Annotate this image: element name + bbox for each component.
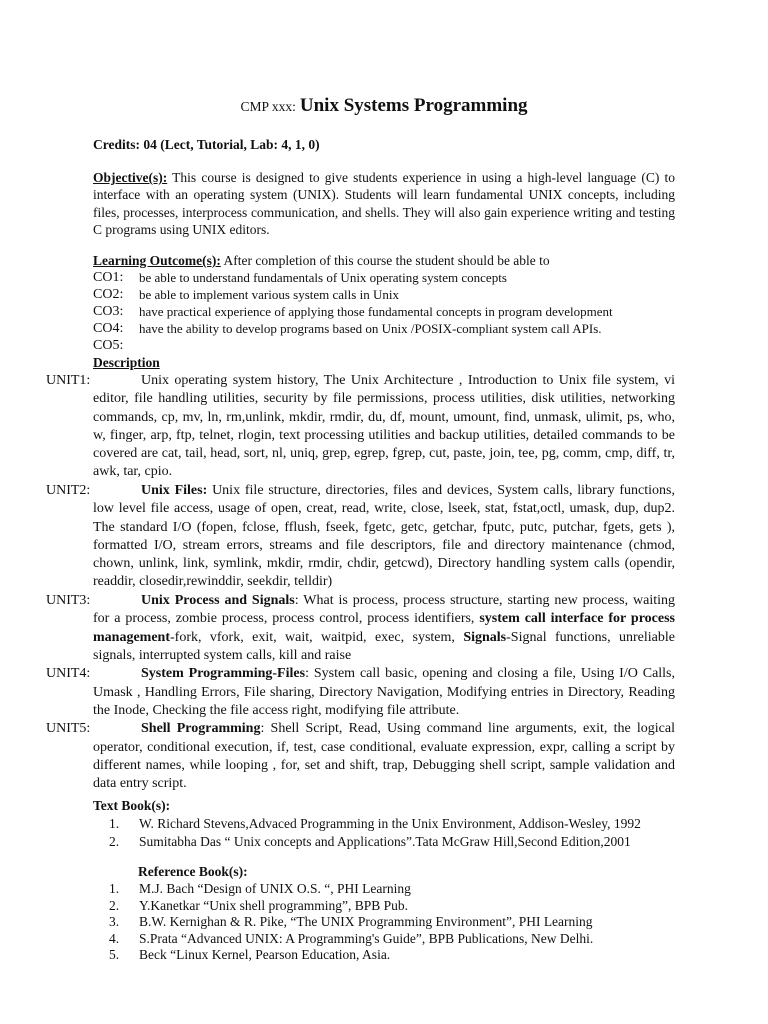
item-text: S.Prata “Advanced UNIX: A Programming's Guide”, BPB Publications, New Delhi. bbox=[139, 930, 594, 946]
unit-text: : System call basic, opening and closing a file, Using I/O Calls, Umask , Handling Errors, File sharing, Directory Navigation, Modifying entries in Directory, Reading the Inode, Checking the file access right, modifying file attribute. bbox=[93, 666, 676, 718]
outcome-item bbox=[93, 269, 693, 286]
list-item bbox=[109, 914, 709, 931]
unit-text: : What is process, process structure, starting new process, waiting for a process, zombie process, process control, process identifiers, bbox=[93, 592, 675, 627]
unit-label: UNIT1: bbox=[46, 373, 91, 388]
list-item bbox=[109, 881, 709, 898]
unit-label: UNIT4: bbox=[46, 666, 91, 682]
course-code: CMP xxx: bbox=[240, 99, 296, 114]
reference-books-heading: Reference Book(s): bbox=[138, 864, 248, 879]
unit-text: Unix file structure, directories, files and devices, System calls, library functions, low level file access, usage of open, creat, read, write, close, lseek, stat, fstat,octl, umask, dup, dup2. The standard I/O (fopen, fclose, fflush, fseek, fgetc, getc, getchar, fputc, putc, putchar, fgets, gets ), formatted I/O, stream errors, streams and file descriptors, file and directory maintenance (chmod, chown, unlink, link, symlink, mkdir, rmdir, chdir, getcwd), Directory handling system calls (opendir, readdir, closedir,rewinddir, seekdir, telldir) bbox=[93, 482, 675, 590]
unit-title: System Programming-Files bbox=[141, 666, 306, 682]
list-item bbox=[109, 931, 709, 948]
unit-bold-phrase: Signals bbox=[463, 629, 507, 645]
description-heading: Description bbox=[93, 355, 160, 370]
unit-body bbox=[93, 720, 675, 793]
outcome-code: CO3: bbox=[93, 304, 124, 319]
text-books-list bbox=[109, 815, 709, 850]
item-number: 4. bbox=[109, 930, 120, 946]
unit-5 bbox=[46, 720, 676, 793]
item-text: W. Richard Stevens,Advaced Programming in the Unix Environment, Addison-Wesley, 1992 bbox=[139, 816, 641, 831]
outcome-text: have practical experience of applying those fundamental concepts in program development bbox=[139, 304, 613, 319]
item-text: Sumitabha Das “ Unix concepts and Applications”.Tata McGraw Hill,Second Edition,2001 bbox=[139, 833, 631, 849]
reference-books-list bbox=[109, 881, 709, 964]
list-item bbox=[109, 947, 709, 964]
unit-body bbox=[93, 665, 675, 720]
outcome-item bbox=[93, 286, 693, 303]
course-title: Unix Systems Programming bbox=[299, 95, 528, 116]
unit-title: Shell Programming bbox=[141, 721, 261, 737]
units-list bbox=[46, 372, 676, 794]
list-item bbox=[109, 898, 709, 915]
objectives-paragraph bbox=[93, 169, 675, 238]
item-number: 2. bbox=[109, 833, 120, 849]
outcome-text: have the ability to develop programs based on Unix /POSIX-compliant system call APIs. bbox=[139, 321, 602, 336]
list-item bbox=[109, 833, 709, 851]
objectives-label: Objective(s): bbox=[93, 170, 168, 185]
item-text: Beck “Linux Kernel, Pearson Education, Asia. bbox=[139, 947, 391, 963]
unit-title: Unix Files: bbox=[141, 482, 208, 498]
outcome-item bbox=[93, 337, 693, 354]
outcome-text: be able to understand fundamentals of Unix operating system concepts bbox=[139, 270, 507, 285]
outcome-code: CO5: bbox=[93, 338, 124, 353]
objectives-text: This course is designed to give students experience in using a high-level language (C) to interface with an operating system (UNIX). Students will learn fundamental UNIX concepts, including files, processes, interprocess communication, and shells. They will also gain experience writing and testing C programs using UNIX editors. bbox=[93, 170, 675, 237]
outcome-text: be able to implement various system calls in Unix bbox=[139, 287, 399, 302]
unit-text: : Shell Script, Read, Using command line arguments, exit, the logical operator, conditional execution, if, test, case conditional, evaluate expression, expr, calling a script by different names, while looping , for, set and shift, trap, Debugging shell script, sample validation and data entry script. bbox=[93, 721, 675, 792]
item-number: 3. bbox=[109, 914, 120, 930]
outcome-item bbox=[93, 303, 693, 320]
item-number: 1. bbox=[109, 816, 120, 831]
item-number: 2. bbox=[109, 897, 120, 913]
unit-text: Unix operating system history, The Unix Architecture , Introduction to Unix file system, vi editor, file handling utilities, security by file permissions, process utilities, disk utilities, networking commands, cp, mv, ln, rm,unlink, mkdir, rmdir, du, df, mount, umount, find, unmask, ulimit, ps, who, w, finger, arp, ftp, telnet, rlogin, text processing utilities and backup utilities, detailed commands to be covered are cat, tail, head, sort, nl, uniq, grep, egrep, fgrep, cut, paste, join, tee, pg, comm, cmp, diff, tr, awk, tar, cpio. bbox=[93, 373, 675, 480]
page-title bbox=[0, 95, 768, 117]
item-text: M.J. Bach “Design of UNIX O.S. “, PHI Learning bbox=[139, 881, 411, 896]
learning-outcomes-intro: After completion of this course the student should be able to bbox=[220, 253, 550, 268]
list-item bbox=[109, 815, 709, 833]
item-number: 5. bbox=[109, 947, 120, 963]
text-books-heading: Text Book(s): bbox=[93, 798, 171, 813]
credits-line: Credits: 04 (Lect, Tutorial, Lab: 4, 1, 0) bbox=[93, 137, 320, 152]
unit-1 bbox=[46, 372, 676, 482]
outcome-code: CO1: bbox=[93, 270, 124, 285]
unit-text: -fork, vfork, exit, wait, waitpid, exec, system, bbox=[170, 629, 464, 645]
learning-outcomes-label: Learning Outcome(s): bbox=[93, 253, 221, 268]
unit-label: UNIT5: bbox=[46, 721, 91, 737]
unit-body bbox=[93, 592, 675, 665]
learning-outcomes-heading bbox=[93, 252, 693, 269]
outcome-item bbox=[93, 320, 693, 337]
item-text: Y.Kanetkar “Unix shell programming”, BPB Pub. bbox=[139, 897, 408, 913]
unit-label: UNIT2: bbox=[46, 482, 91, 498]
unit-4 bbox=[46, 665, 676, 720]
unit-2 bbox=[46, 482, 676, 592]
item-text: B.W. Kernighan & R. Pike, “The UNIX Programming Environment”, PHI Learning bbox=[139, 914, 593, 930]
unit-title: Unix Process and Signals bbox=[141, 592, 295, 608]
item-number: 1. bbox=[109, 881, 120, 896]
outcome-code: CO2: bbox=[93, 287, 124, 302]
unit-body bbox=[93, 372, 675, 482]
learning-outcomes bbox=[93, 252, 693, 354]
unit-label: UNIT3: bbox=[46, 592, 91, 608]
unit-body bbox=[93, 482, 675, 592]
outcome-code: CO4: bbox=[93, 321, 124, 336]
unit-text: -Signal functions, unreliable signals, interrupted system calls, kill and raise bbox=[93, 629, 675, 663]
unit-bold-phrase: system call interface for process management bbox=[93, 611, 676, 645]
unit-3 bbox=[46, 592, 676, 665]
